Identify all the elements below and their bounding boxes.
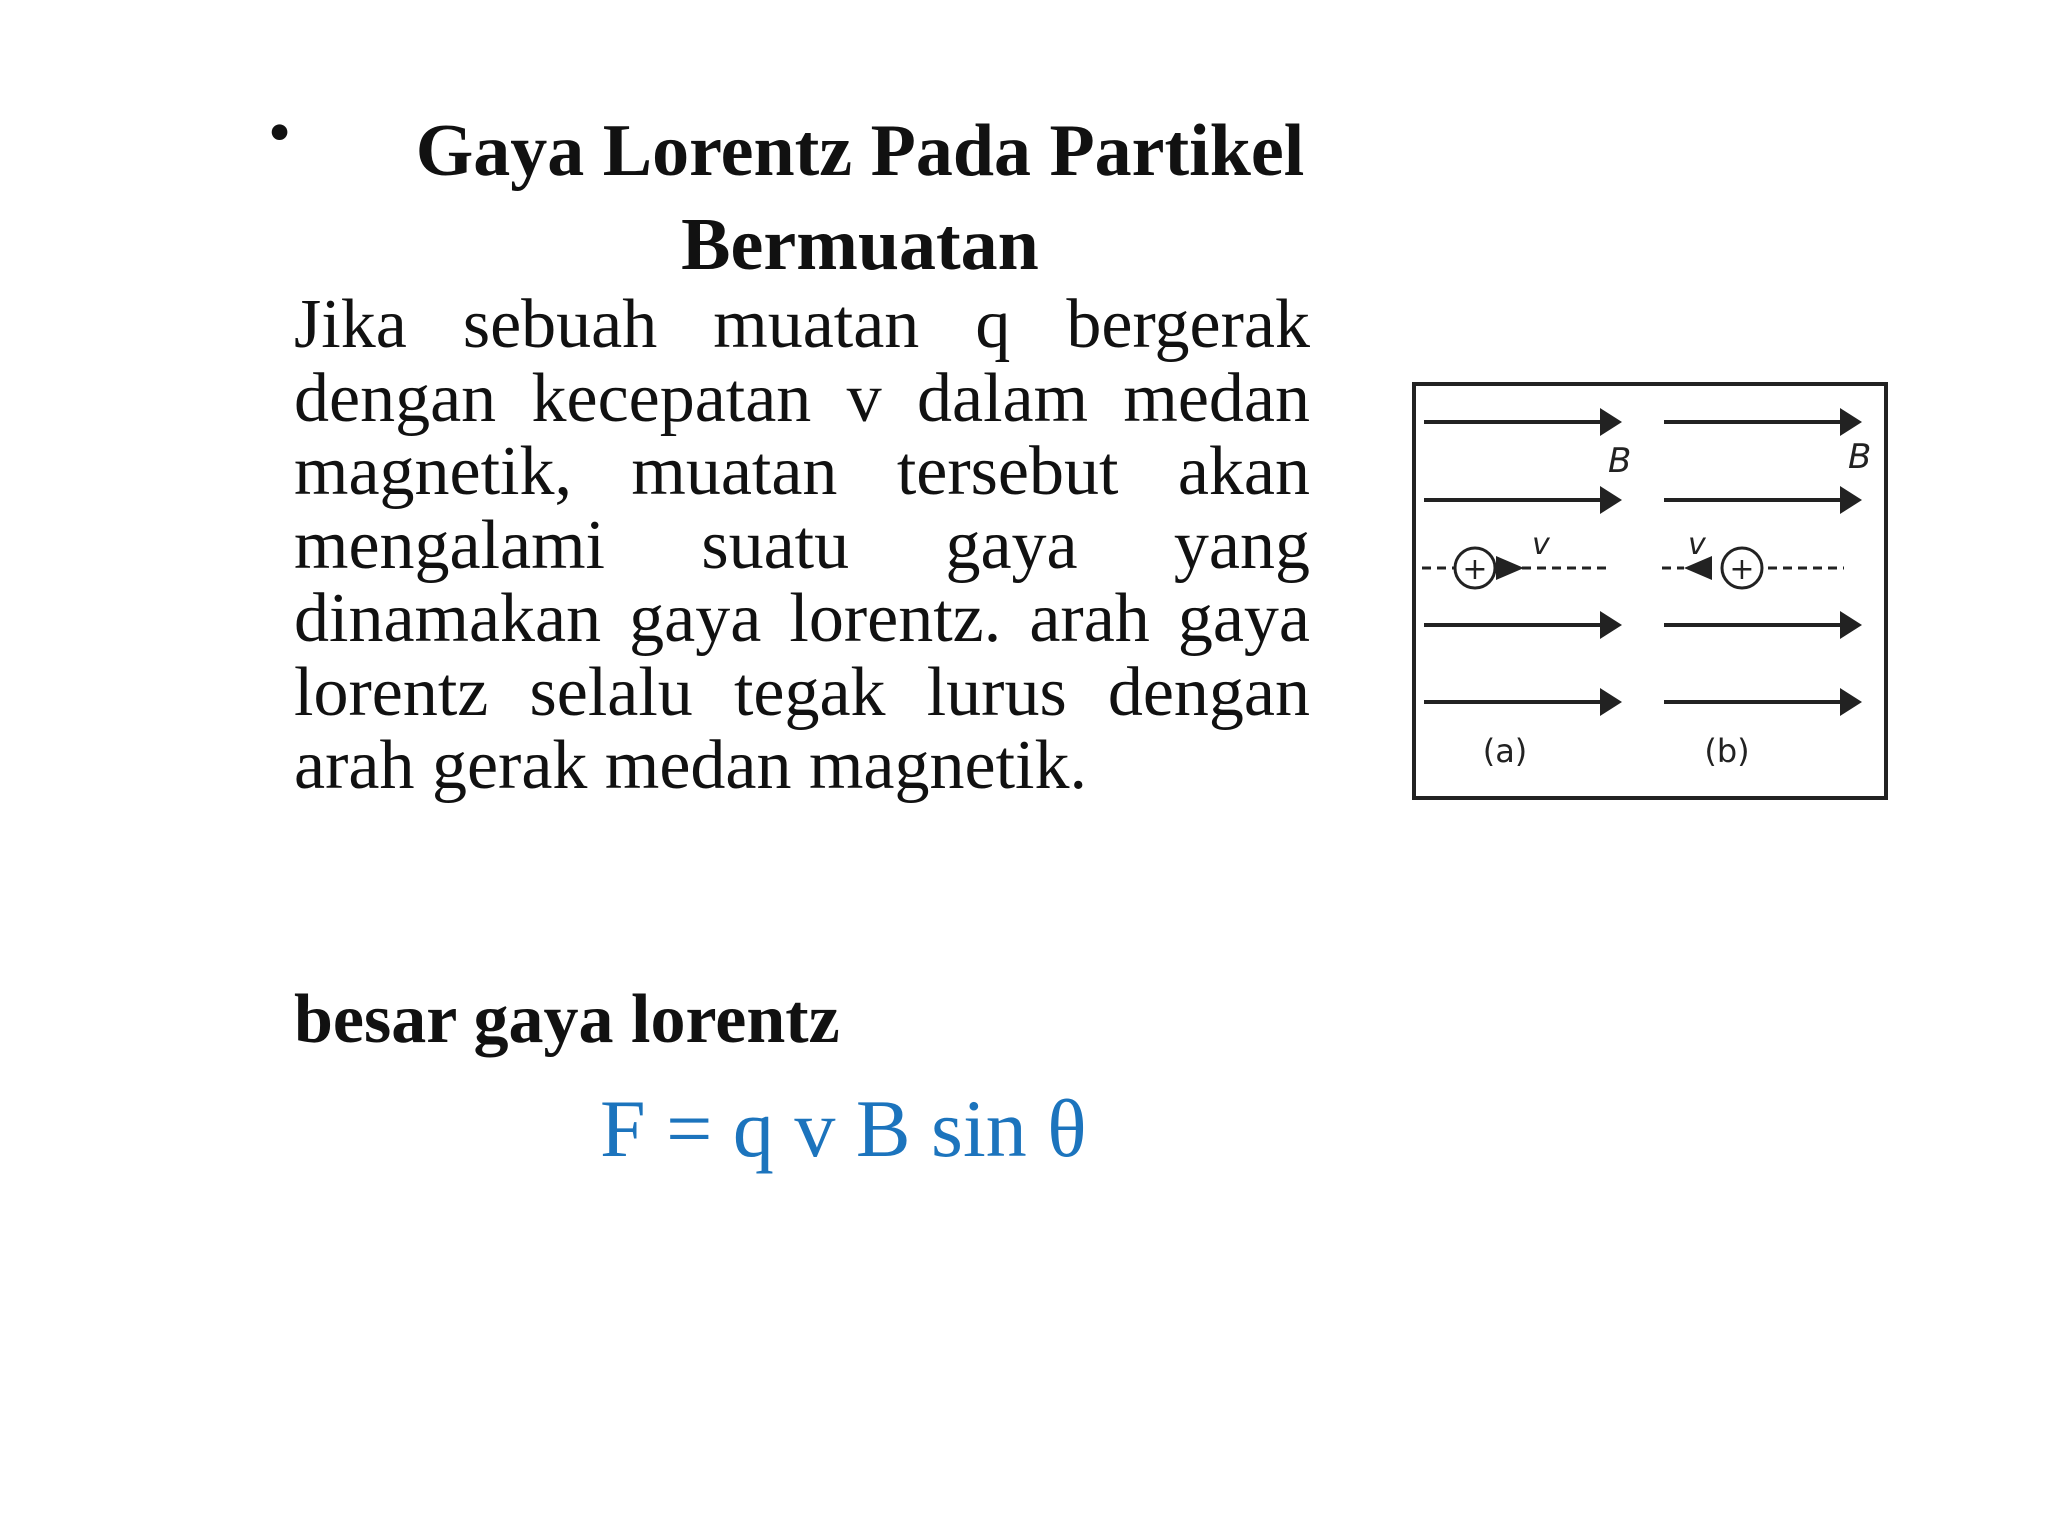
body-paragraph: Jika sebuah muatan q bergerak dengan kecepatan v dalam medan magnetik, muatan tersebut akan mengalami suatu gaya yang dinamakan gaya lorentz. arah gaya lorentz selalu tegak lurus dengan arah gerak medan magnetik. [294, 286, 1310, 804]
bullet-marker: • [268, 96, 292, 169]
velocity-label-a: v [1532, 527, 1550, 562]
field-label-b: B [1848, 437, 1872, 477]
lorentz-formula: F = q v B sin θ [600, 1083, 1087, 1174]
subheading: besar gaya lorentz [294, 981, 840, 1058]
field-label-a: B [1608, 441, 1632, 481]
lorentz-diagram [1412, 382, 1888, 800]
title-line-1: Gaya Lorentz Pada Partikel [415, 110, 1305, 192]
caption-b: (b) [1704, 732, 1750, 770]
lorentz-diagram-svg [1412, 382, 1888, 800]
charge-sign-a: + [1462, 552, 1488, 587]
charge-sign-b: + [1729, 552, 1755, 587]
slide-title [360, 104, 1360, 292]
title-line-2: Bermuatan [681, 204, 1039, 286]
velocity-label-b: v [1688, 527, 1706, 562]
caption-a: (a) [1482, 732, 1528, 770]
